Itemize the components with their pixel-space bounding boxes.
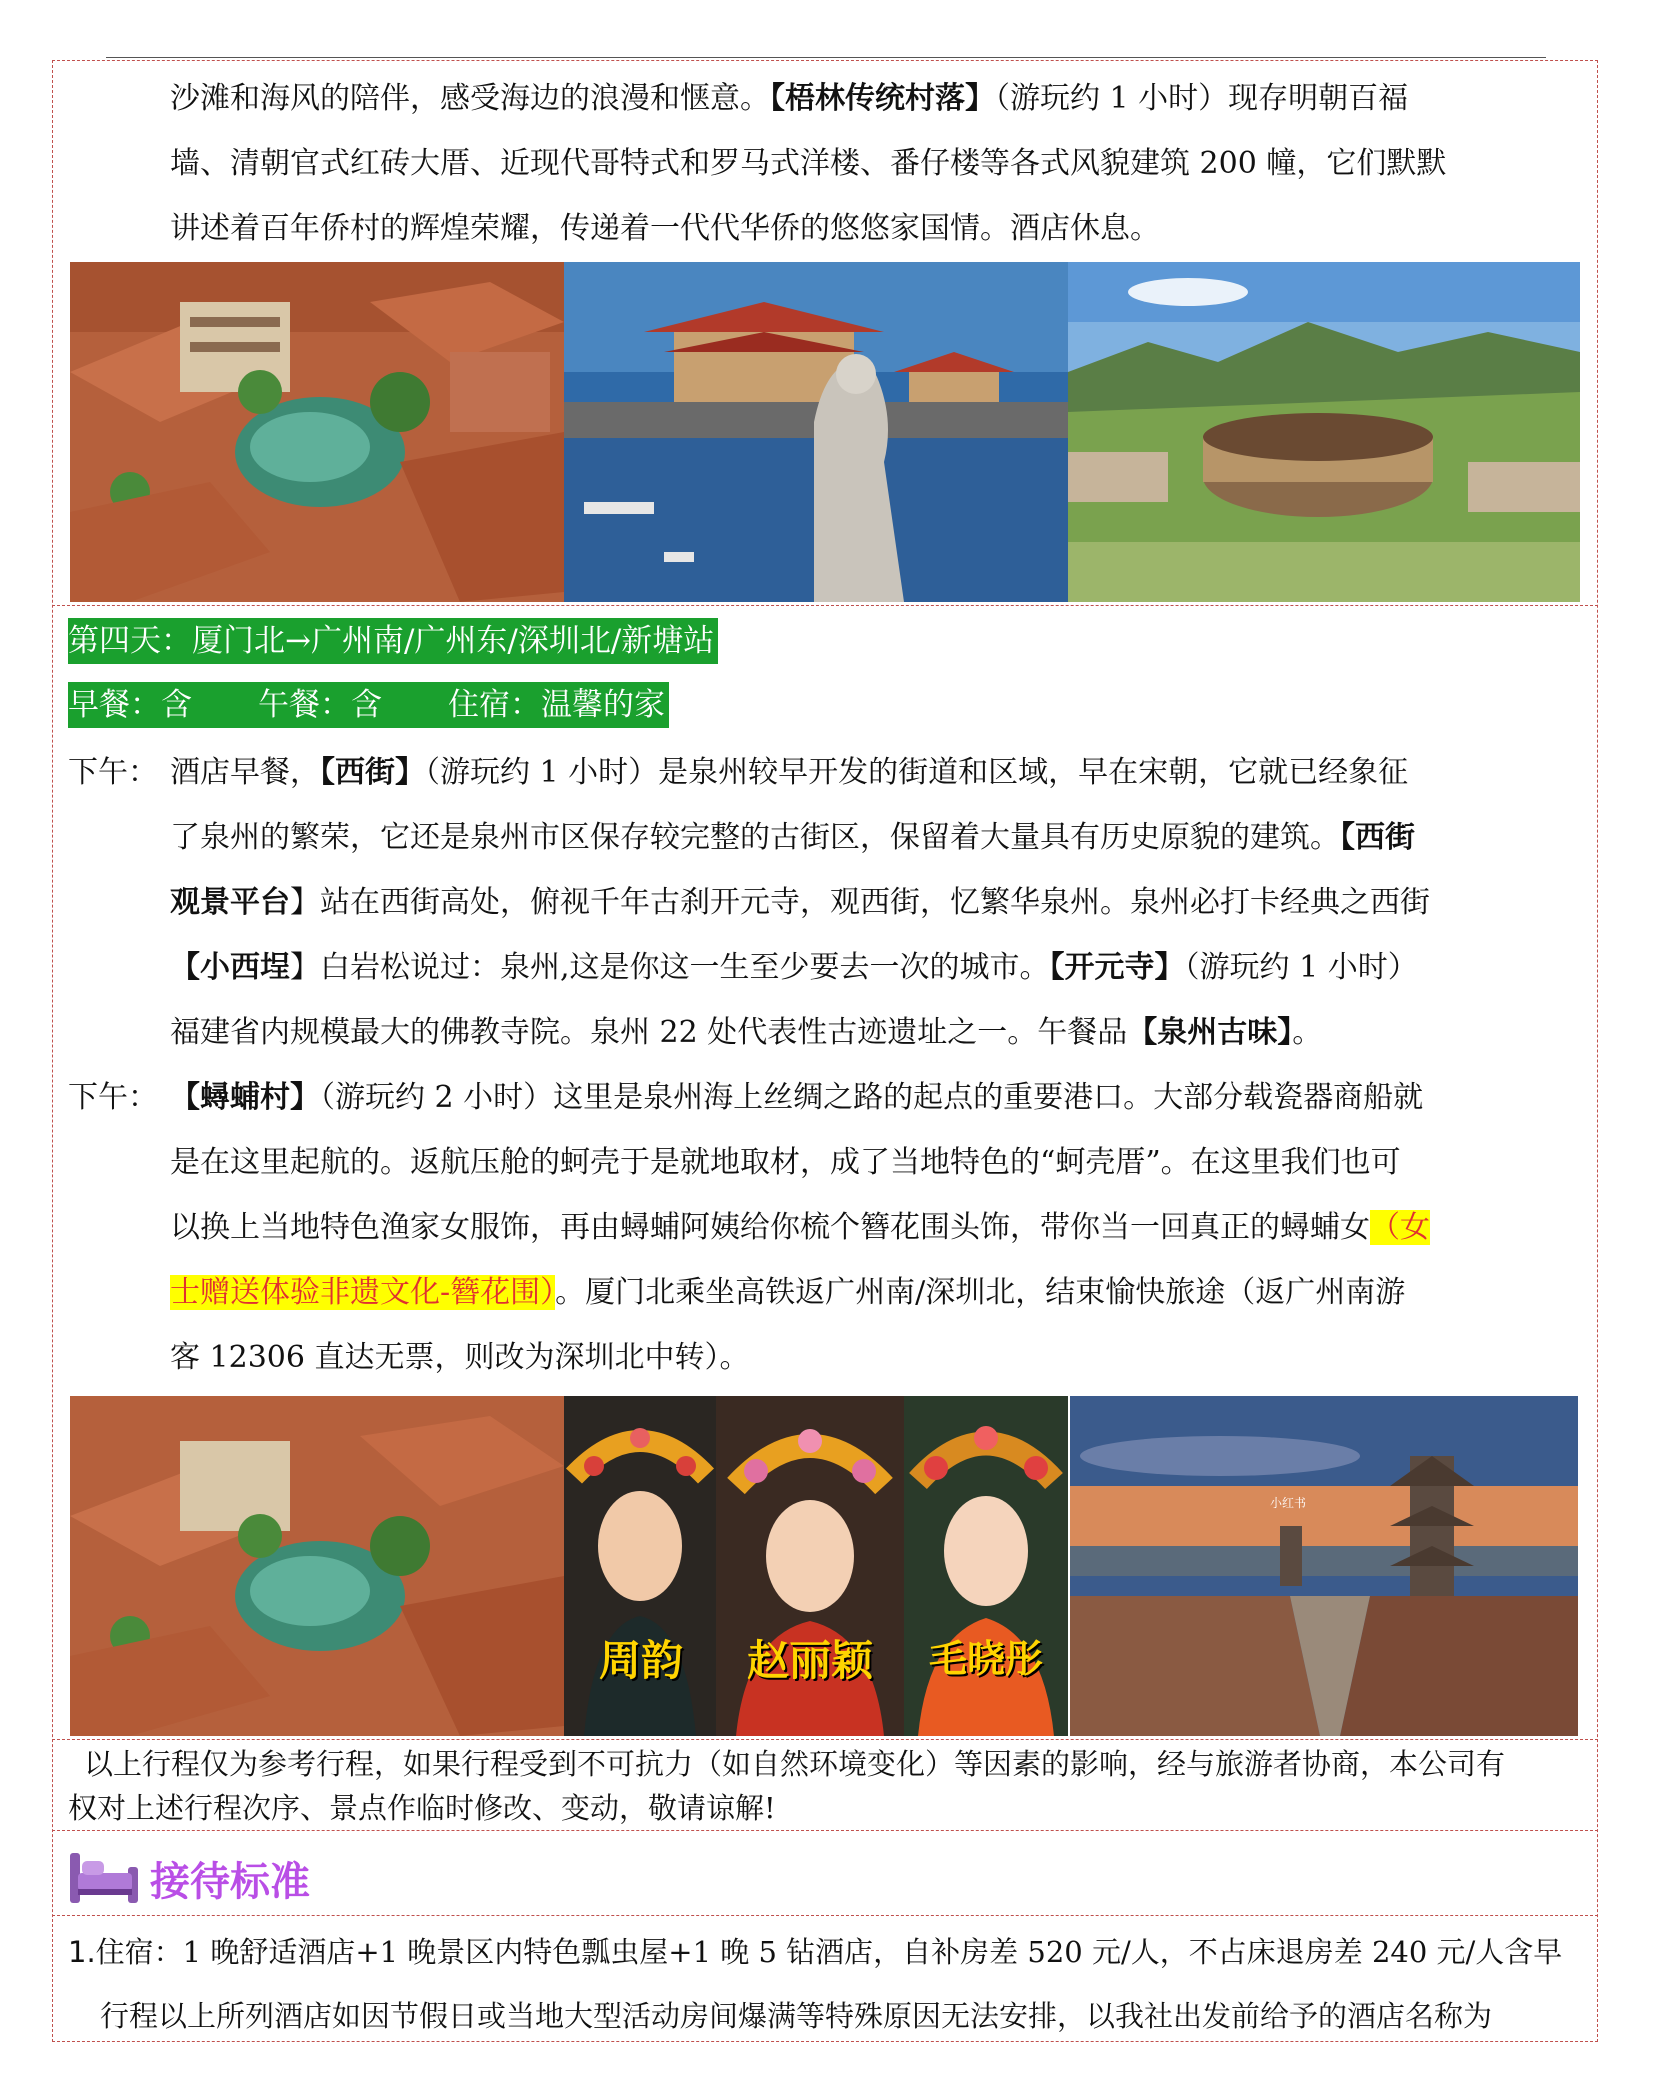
afternoon-paragraph: 下午： 【蟳蜅村】（游玩约 2 小时）这里是泉州海上丝绸之路的起点的重要港口。大部分载瓷器商船就 是在这里起航的。返航压舱的蚵壳于是就地取材，成了当地特色的“蚵壳厝”。在这里我们也可 以换上当地特色渔家女服饰，再由蟳蜅阿姨给你梳个簪花围头饰，带你当一回真正的蟳蜅女（女 士赠送体验非遗文化-簪花围）。厦门北乘坐高铁返广州南/深圳北，结束愉快旅途（返广州南游 客 12306 直达无票，则改为深圳北中转）。 xyxy=(68,1065,1584,1390)
gift-highlight-cont: 士赠送体验非遗文化-簪花围） xyxy=(170,1275,556,1310)
intro-line-2: 墙、清朝官式红砖大厝、近现代哥特式和罗马式洋楼、番仔楼等各式风貌建筑 200 幢，它们默默 xyxy=(170,146,1447,181)
celebrity-name-2: 赵丽颖 xyxy=(746,1636,873,1685)
intro-line-3: 讲述着百年侨村的辉煌荣耀，传递着一代代华侨的悠悠家国情。酒店休息。 xyxy=(170,211,1160,246)
lunch-info: 午餐：含 xyxy=(258,687,382,723)
intro-line-1: 沙滩和海风的陪伴，感受海边的浪漫和惬意。【梧林传统村落】（游玩约 1 小时）现存明朝百福 xyxy=(170,81,1409,116)
photo-watermark: 小红书 xyxy=(1270,1496,1307,1510)
time-label-afternoon: 下午： xyxy=(68,1080,158,1115)
celebrity-name-3: 毛晓彤 xyxy=(928,1637,1043,1681)
intro-paragraph xyxy=(68,66,1653,261)
day4-meals-bar xyxy=(68,682,669,728)
lodging-info: 住宿：温馨的家 xyxy=(448,687,665,723)
accommodation-line: 1.住宿：1 晚舒适酒店+1 晚景区内特色瓢虫屋+1 晚 5 钻酒店，自补房差 520 元/人，不占床退房差 240 元/人含早 xyxy=(68,1935,1563,1969)
spot-wulin: 【梧林传统村落】 xyxy=(770,81,995,116)
itinerary-notice: 以上行程仅为参考行程，如果行程受到不可抗力（如自然环境变化）等因素的影响，经与旅游者协商，本公司有 权对上述行程次序、景点作临时修改、变动，敬请谅解! xyxy=(68,1747,1506,1825)
section-header xyxy=(68,1848,310,1908)
spot-xunpu: 【蟳蜅村】 xyxy=(170,1080,320,1115)
photo-temple-guanyin xyxy=(564,262,1068,602)
section-title: 接待标准 xyxy=(150,1858,310,1905)
meal-quanzhou: 【泉州古味】 xyxy=(1127,1015,1293,1050)
accommodation-note: 行程以上所列酒店如因节假日或当地大型活动房间爆满等特殊原因无法安排，以我社出发前给予的酒店名称为 xyxy=(100,1999,1493,2033)
photo-xijie-pagoda xyxy=(1070,1396,1578,1736)
photo-village-aerial xyxy=(70,1396,564,1736)
gift-highlight: （女 xyxy=(1370,1210,1430,1245)
photo-celebrity-3 xyxy=(904,1396,1068,1736)
photo-tulou xyxy=(1068,262,1580,602)
spot-xijie: 【西街】 xyxy=(320,755,425,790)
page-top-rule xyxy=(106,57,1546,58)
accommodation-label: 1.住宿： xyxy=(68,1935,183,1969)
photo-wulin-village xyxy=(70,262,564,602)
section-divider-4 xyxy=(52,1915,1598,1916)
section-divider xyxy=(52,605,1598,606)
bed-icon xyxy=(68,1847,140,1909)
morning-paragraph: 下午： 酒店早餐，【西街】（游玩约 1 小时）是泉州较早开发的街道和区域，早在宋朝，它就已经象征 了泉州的繁荣，它还是泉州市区保存较完整的古街区，保留着大量具有历史原貌的建筑。【西街 观景平台】站在西街高处，俯视千年古刹开元寺，观西街，忆繁华泉州。泉州必打卡经典之西街 【小西埕】白岩松说过：泉州,这是你这一生至少要去一次的城市。【开元寺】（游玩约 1 小时） 福建省内规模最大的佛教寺院。泉州 22 处代表性古迹遗址之一。午餐品【泉州古味】。 xyxy=(68,740,1584,1065)
day4-title-bar: 第四天：厦门北→广州南/广州东/深圳北/新塘站 xyxy=(68,618,718,664)
section-divider-3 xyxy=(52,1830,1598,1831)
section-divider-2 xyxy=(52,1739,1598,1740)
spot-kaiyuan: 【开元寺】 xyxy=(1049,950,1185,985)
celebrity-name-1: 周韵 xyxy=(598,1636,683,1685)
time-label-morning: 下午： xyxy=(68,755,158,790)
breakfast-info: 早餐：含 xyxy=(68,687,192,723)
